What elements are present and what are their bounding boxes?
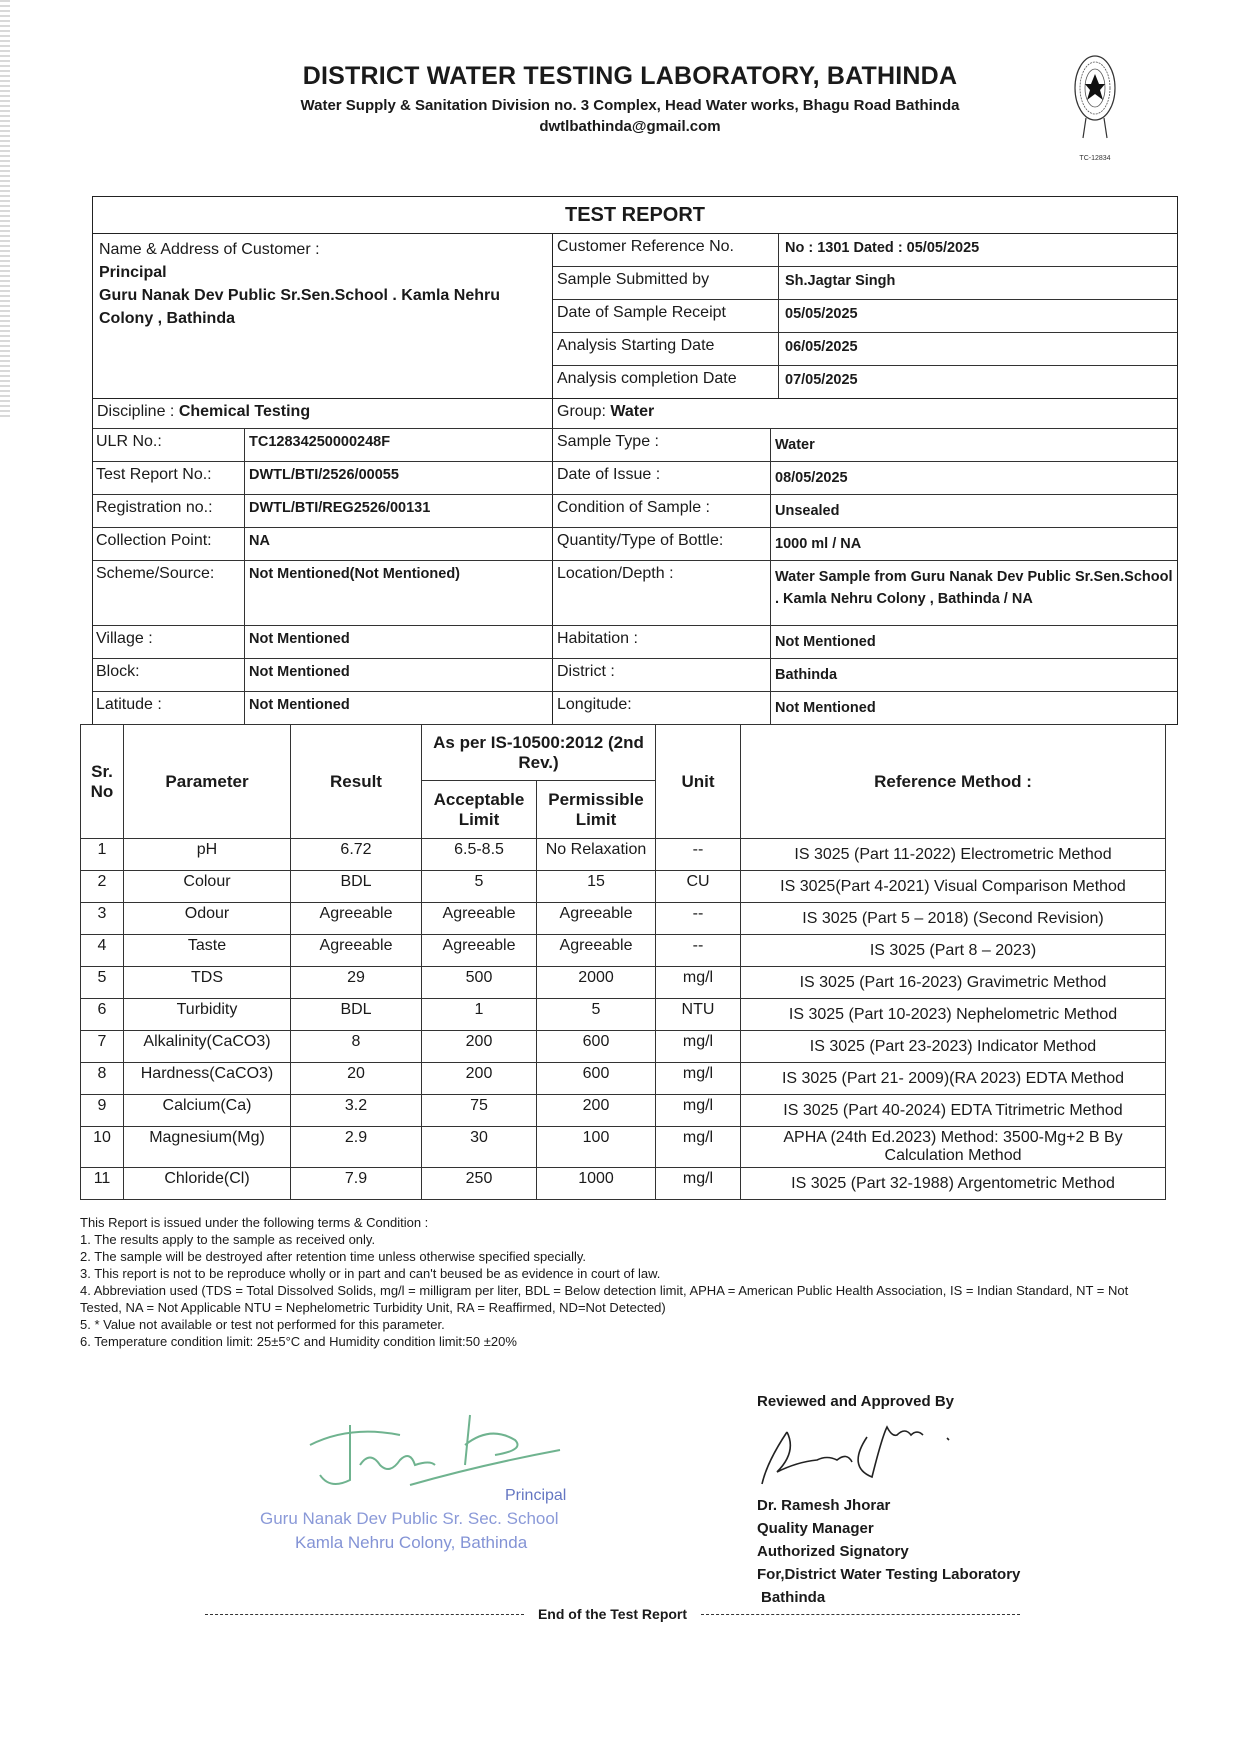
cell-unit: mg/l xyxy=(656,1095,741,1127)
results-table xyxy=(80,724,1166,1200)
reference-block xyxy=(553,234,1177,398)
info-value: 1000 ml / NA xyxy=(775,536,862,552)
col-standard: As per IS-10500:2012 (2nd Rev.) xyxy=(422,725,656,781)
ref-label: Sample Submitted by xyxy=(553,267,779,299)
approver-signatory: Authorized Signatory xyxy=(757,1543,909,1560)
info-value: Not Mentioned(Not Mentioned) xyxy=(245,561,553,625)
col-sr: Sr. No xyxy=(81,725,124,839)
info-value: DWTL/BTI/2526/00055 xyxy=(245,462,553,494)
cell-result: 3.2 xyxy=(291,1095,422,1127)
term-item: 3. This report is not to be reproduce wholly or in part and can't beused be as evidence in court of law. xyxy=(80,1266,661,1281)
cell-parameter: Taste xyxy=(124,935,291,967)
cell-permissible: Agreeable xyxy=(537,935,656,967)
cell-acceptable: Agreeable xyxy=(422,935,537,967)
cell-sr: 10 xyxy=(81,1127,124,1168)
scan-edge-artifact xyxy=(0,0,10,420)
approver-name: Dr. Ramesh Jhorar xyxy=(757,1497,891,1514)
ref-row xyxy=(553,300,1177,333)
cell-sr: 7 xyxy=(81,1031,124,1063)
info-row xyxy=(93,659,1177,692)
info-label: Scheme/Source: xyxy=(93,561,245,625)
cell-method: IS 3025 (Part 23-2023) Indicator Method xyxy=(741,1031,1166,1063)
ref-value: No : 1301 Dated : 05/05/2025 xyxy=(785,240,980,256)
cell-permissible: 5 xyxy=(537,999,656,1031)
info-value: Not Mentioned xyxy=(775,700,876,716)
table-row xyxy=(81,1168,1166,1200)
table-row xyxy=(81,1031,1166,1063)
cell-sr: 6 xyxy=(81,999,124,1031)
info-value: Not Mentioned xyxy=(775,634,876,650)
terms-intro: This Report is issued under the following terms & Condition : xyxy=(80,1215,429,1230)
term-item: 4. Abbreviation used (TDS = Total Dissolved Solids, mg/l = milligram per liter, BDL = Below detection limit, APHA = American Public Health Association, IS = Indian Standard, NT = Not Tested, NA = Not Applicable NTU = Nephelometric Turbidity Unit, RA = Reaffirmed, ND=Not Detected) xyxy=(80,1283,1129,1315)
discipline-label: Discipline : xyxy=(97,403,175,420)
cell-unit: mg/l xyxy=(656,1063,741,1095)
table-row xyxy=(81,871,1166,903)
info-label: Location/Depth : xyxy=(553,561,771,625)
sample-info xyxy=(93,398,1177,724)
cell-sr: 11 xyxy=(81,1168,124,1200)
cell-permissible: 2000 xyxy=(537,967,656,999)
report-frame xyxy=(92,196,1178,725)
info-label: Condition of Sample : xyxy=(553,495,771,527)
cell-sr: 4 xyxy=(81,935,124,967)
cell-acceptable: 200 xyxy=(422,1063,537,1095)
letterhead xyxy=(200,62,1060,135)
terms-and-conditions xyxy=(80,1214,1140,1350)
cell-sr: 9 xyxy=(81,1095,124,1127)
info-value: 08/05/2025 xyxy=(775,470,848,486)
ref-row xyxy=(553,366,1177,398)
info-value: Not Mentioned xyxy=(245,659,553,691)
ref-row xyxy=(553,234,1177,267)
info-row xyxy=(93,528,1177,561)
cell-method: APHA (24th Ed.2023) Method: 3500-Mg+2 B By Calculation Method xyxy=(741,1127,1166,1168)
info-value: Not Mentioned xyxy=(245,692,553,724)
discipline-row xyxy=(93,399,1177,429)
discipline-value: Chemical Testing xyxy=(178,403,311,420)
cell-acceptable: 75 xyxy=(422,1095,537,1127)
emblem-caption: TC-12834 xyxy=(1079,155,1111,162)
info-label: Collection Point: xyxy=(93,528,245,560)
cell-unit: mg/l xyxy=(656,1127,741,1168)
end-of-report-text: End of the Test Report xyxy=(537,1606,688,1622)
ref-label: Analysis completion Date xyxy=(553,366,779,398)
customer-label: Name & Address of Customer : xyxy=(99,241,320,258)
approver-signature-icon xyxy=(757,1422,997,1492)
cell-permissible: 600 xyxy=(537,1031,656,1063)
table-row xyxy=(81,1063,1166,1095)
info-label: Latitude : xyxy=(93,692,245,724)
cell-unit: -- xyxy=(656,839,741,871)
info-label: Registration no.: xyxy=(93,495,245,527)
col-unit: Unit xyxy=(656,725,741,839)
cell-method: IS 3025 (Part 16-2023) Gravimetric Method xyxy=(741,967,1166,999)
cell-result: Agreeable xyxy=(291,935,422,967)
stamp-line-2: Guru Nanak Dev Public Sr. Sec. School xyxy=(260,1509,559,1528)
term-item: 6. Temperature condition limit: 25±5°C and Humidity condition limit:50 ±20% xyxy=(80,1334,517,1349)
cell-parameter: pH xyxy=(124,839,291,871)
info-row xyxy=(93,626,1177,659)
info-value: NA xyxy=(245,528,553,560)
ref-value: Sh.Jagtar Singh xyxy=(785,273,896,289)
col-permissible: Permissible Limit xyxy=(537,781,656,839)
info-label: Sample Type : xyxy=(553,429,771,461)
lab-email: dwtlbathinda@gmail.com xyxy=(539,118,721,135)
cell-parameter: Alkalinity(CaCO3) xyxy=(124,1031,291,1063)
ref-value: 06/05/2025 xyxy=(785,339,858,355)
cell-permissible: Agreeable xyxy=(537,903,656,935)
table-row xyxy=(81,967,1166,999)
cell-method: IS 3025(Part 4-2021) Visual Comparison Method xyxy=(741,871,1166,903)
report-title: TEST REPORT xyxy=(93,197,1177,234)
cell-acceptable: 5 xyxy=(422,871,537,903)
emblem-icon xyxy=(1070,48,1120,178)
info-label: District : xyxy=(553,659,771,691)
info-label: ULR No.: xyxy=(93,429,245,461)
cell-result: 29 xyxy=(291,967,422,999)
stamp-line-3: Kamla Nehru Colony, Bathinda xyxy=(295,1533,528,1552)
cell-permissible: 200 xyxy=(537,1095,656,1127)
cell-permissible: 600 xyxy=(537,1063,656,1095)
cell-method: IS 3025 (Part 40-2024) EDTA Titrimetric Method xyxy=(741,1095,1166,1127)
info-value: Bathinda xyxy=(775,667,838,683)
principal-signature-icon xyxy=(290,1405,580,1495)
cell-unit: mg/l xyxy=(656,967,741,999)
customer-name: Principal xyxy=(99,264,167,281)
cell-parameter: TDS xyxy=(124,967,291,999)
cell-parameter: Magnesium(Mg) xyxy=(124,1127,291,1168)
principal-stamp xyxy=(250,1405,610,1565)
cell-parameter: Chloride(Cl) xyxy=(124,1168,291,1200)
cell-result: BDL xyxy=(291,871,422,903)
table-row xyxy=(81,839,1166,871)
customer-block xyxy=(93,234,553,398)
info-value: TC12834250000248F xyxy=(245,429,553,461)
cell-result: 7.9 xyxy=(291,1168,422,1200)
ref-value: 07/05/2025 xyxy=(785,372,858,388)
cell-method: IS 3025 (Part 10-2023) Nephelometric Method xyxy=(741,999,1166,1031)
ref-label: Customer Reference No. xyxy=(553,234,779,266)
cell-unit: NTU xyxy=(656,999,741,1031)
discipline-cell xyxy=(93,399,553,428)
cell-permissible: 100 xyxy=(537,1127,656,1168)
term-item: 5. * Value not available or test not performed for this parameter. xyxy=(80,1317,445,1332)
info-row xyxy=(93,495,1177,528)
cell-parameter: Colour xyxy=(124,871,291,903)
cell-method: IS 3025 (Part 5 – 2018) (Second Revision) xyxy=(741,903,1166,935)
cell-result: 20 xyxy=(291,1063,422,1095)
cell-acceptable: 250 xyxy=(422,1168,537,1200)
info-value: Unsealed xyxy=(775,503,840,519)
cell-unit: -- xyxy=(656,935,741,967)
info-value: DWTL/BTI/REG2526/00131 xyxy=(245,495,553,527)
cell-result: BDL xyxy=(291,999,422,1031)
cell-method: IS 3025 (Part 32-1988) Argentometric Method xyxy=(741,1168,1166,1200)
approver-city: Bathinda xyxy=(761,1589,826,1606)
ref-row xyxy=(553,333,1177,366)
cell-sr: 1 xyxy=(81,839,124,871)
cell-method: IS 3025 (Part 21- 2009)(RA 2023) EDTA Method xyxy=(741,1063,1166,1095)
cell-unit: -- xyxy=(656,903,741,935)
group-cell xyxy=(553,399,1177,428)
ref-label: Analysis Starting Date xyxy=(553,333,779,365)
approval-heading: Reviewed and Approved By xyxy=(757,1393,954,1410)
ref-value: 05/05/2025 xyxy=(785,306,858,322)
term-item: 1. The results apply to the sample as received only. xyxy=(80,1232,376,1247)
info-label: Test Report No.: xyxy=(93,462,245,494)
cell-unit: mg/l xyxy=(656,1031,741,1063)
cell-acceptable: 30 xyxy=(422,1127,537,1168)
group-value: Water xyxy=(610,403,655,420)
info-row xyxy=(93,561,1177,626)
divider xyxy=(701,1614,1020,1615)
cell-sr: 2 xyxy=(81,871,124,903)
ref-label: Date of Sample Receipt xyxy=(553,300,779,332)
info-label: Village : xyxy=(93,626,245,658)
info-label: Longitude: xyxy=(553,692,771,724)
cell-sr: 5 xyxy=(81,967,124,999)
group-label: Group: xyxy=(557,403,606,420)
approver-org: For,District Water Testing Laboratory xyxy=(757,1566,1021,1583)
cell-acceptable: 6.5-8.5 xyxy=(422,839,537,871)
customer-address: Guru Nanak Dev Public Sr.Sen.School . Kamla Nehru Colony , Bathinda xyxy=(99,287,500,327)
info-value: Water xyxy=(775,437,815,453)
col-acceptable: Acceptable Limit xyxy=(422,781,537,839)
cell-sr: 3 xyxy=(81,903,124,935)
col-method: Reference Method : xyxy=(741,725,1166,839)
approver-role: Quality Manager xyxy=(757,1520,874,1537)
col-result: Result xyxy=(291,725,422,839)
cell-sr: 8 xyxy=(81,1063,124,1095)
cell-result: 2.9 xyxy=(291,1127,422,1168)
term-item: 2. The sample will be destroyed after retention time unless otherwise specified specially. xyxy=(80,1249,587,1264)
table-row xyxy=(81,1095,1166,1127)
col-parameter: Parameter xyxy=(124,725,291,839)
cell-result: 6.72 xyxy=(291,839,422,871)
table-row xyxy=(81,1127,1166,1168)
divider xyxy=(205,1614,524,1615)
cell-unit: mg/l xyxy=(656,1168,741,1200)
cell-result: Agreeable xyxy=(291,903,422,935)
info-label: Block: xyxy=(93,659,245,691)
stamp-line-1: Principal xyxy=(505,1487,567,1504)
cell-parameter: Odour xyxy=(124,903,291,935)
table-row xyxy=(81,935,1166,967)
info-label: Date of Issue : xyxy=(553,462,771,494)
cell-acceptable: Agreeable xyxy=(422,903,537,935)
cell-permissible: 15 xyxy=(537,871,656,903)
cell-result: 8 xyxy=(291,1031,422,1063)
ref-row xyxy=(553,267,1177,300)
info-row xyxy=(93,692,1177,724)
end-of-report xyxy=(205,1606,1020,1622)
cell-unit: CU xyxy=(656,871,741,903)
info-value: Water Sample from Guru Nanak Dev Public Sr.Sen.School . Kamla Nehru Colony , Bathinda / NA xyxy=(775,569,1173,607)
table-row xyxy=(81,903,1166,935)
info-row xyxy=(93,429,1177,462)
info-label: Habitation : xyxy=(553,626,771,658)
cell-parameter: Hardness(CaCO3) xyxy=(124,1063,291,1095)
info-row xyxy=(93,462,1177,495)
table-row xyxy=(81,999,1166,1031)
cell-parameter: Turbidity xyxy=(124,999,291,1031)
cell-method: IS 3025 (Part 11-2022) Electrometric Method xyxy=(741,839,1166,871)
cell-acceptable: 200 xyxy=(422,1031,537,1063)
cell-permissible: 1000 xyxy=(537,1168,656,1200)
lab-title: DISTRICT WATER TESTING LABORATORY, BATHINDA xyxy=(302,62,958,90)
info-value: Not Mentioned xyxy=(245,626,553,658)
lab-address: Water Supply & Sanitation Division no. 3 Complex, Head Water works, Bhagu Road Bathinda xyxy=(300,97,960,114)
cell-parameter: Calcium(Ca) xyxy=(124,1095,291,1127)
cell-acceptable: 1 xyxy=(422,999,537,1031)
cell-method: IS 3025 (Part 8 – 2023) xyxy=(741,935,1166,967)
info-label: Quantity/Type of Bottle: xyxy=(553,528,771,560)
cell-permissible: No Relaxation xyxy=(537,839,656,871)
cell-acceptable: 500 xyxy=(422,967,537,999)
